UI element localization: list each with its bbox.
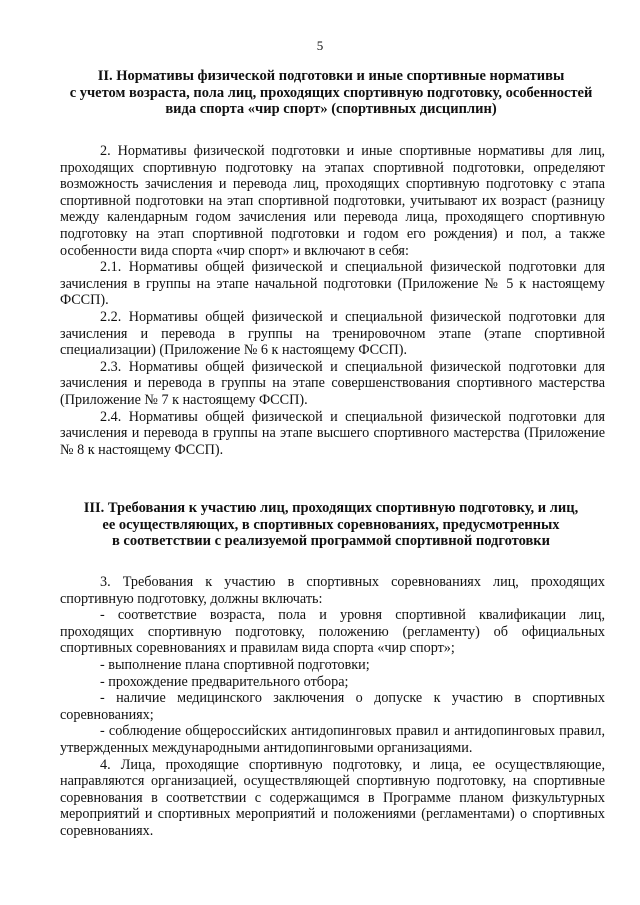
section-3-body [60,574,605,840]
section-3-title-line: III. Требования к участию лиц, проходящих спортивную подготовку, и лиц, [83,500,579,516]
paragraph-4: 4. Лица, проходящие спортивную подготовку, и лица, ее осуществляющие, направляются организацией, осуществляющей спортивную подготовку, на спортивные соревнования в соответствии с содержащимся в Программе планом физкультурных мероприятий и спортивных мероприятий и положениями (регламентами) о спортивных соревнованиях. [60,756,605,839]
paragraph-2: 2. Нормативы физической подготовки и иные спортивные нормативы для лиц, проходящих спортивную подготовку на этапах спортивной подготовки, определяют возможность зачисления и перевода лиц, проходящих спортивную подготовку с этапа спортивной подготовки на этап спортивной подготовки, учитывают их возраст (разницу между календарным годом зачисления или перевода лица, проходящего спортивную подготовку на этап спортивной подготовки и годом его рождения) и пол, а также особенности вида спорта «чир спорт» и включают в себя: [60,143,605,259]
section-2-title-line: II. Нормативы физической подготовки и иные спортивные нормативы [97,68,565,84]
paragraph-3: 3. Требования к участию в спортивных соревнованиях лиц, проходящих спортивную подготовку, должны включать: [60,574,605,607]
list-item-age-sex-qualification: - соответствие возраста, пола и уровня спортивной квалификации лиц, проходящих спортивную подготовку, положению (регламенту) об официальных спортивных соревнованиях и правилам вида спорта «чир спорт»; [60,607,605,657]
section-2-body [60,143,605,458]
section-3-title-line: ее осуществляющих, в спортивных соревнованиях, предусмотренных [102,516,560,533]
paragraph-2-2: 2.2. Нормативы общей физической и специальной физической подготовки для зачисления и перевода в группы на тренировочном этапе (этапе спортивной специализации) (Приложение № 6 к настоящему ФССП). [60,308,605,359]
paragraph-2-4: 2.4. Нормативы общей физической и специальной физической подготовки для зачисления и перевода в группы на этапе высшего спортивного мастерства (Приложение № 8 к настоящему ФССП). [60,408,605,458]
section-3-title-line: в соответствии с реализуемой программой спортивной подготовки [111,533,551,549]
list-item-training-plan: - выполнение плана спортивной подготовки; [100,656,370,673]
list-item-preliminary-selection: - прохождение предварительного отбора; [100,673,349,690]
section-3-title [60,500,602,550]
paragraph-2-1: 2.1. Нормативы общей физической и специальной физической подготовки для зачисления в группы на этапе начальной подготовки (Приложение № 5 к настоящему ФССП). [60,259,605,309]
page-number: 5 [316,38,324,53]
section-2-title [60,68,602,118]
list-item-antidoping-rules: - соблюдение общероссийских антидопинговых правил и антидопинговых правил, утвержденных международными антидопинговыми организациями. [60,723,605,756]
section-2-title-line: с учетом возраста, пола лиц, проходящих спортивную подготовку, особенностей [69,84,593,101]
list-item-medical-clearance: - наличие медицинского заключения о допуске к участию в спортивных соревнованиях; [60,690,605,723]
section-2-title-line: вида спорта «чир спорт» (спортивных дисциплин) [165,101,497,117]
paragraph-2-3: 2.3. Нормативы общей физической и специальной физической подготовки для зачисления и перевода в группы на этапе совершенствования спортивного мастерства (Приложение № 7 к настоящему ФССП). [60,358,605,408]
